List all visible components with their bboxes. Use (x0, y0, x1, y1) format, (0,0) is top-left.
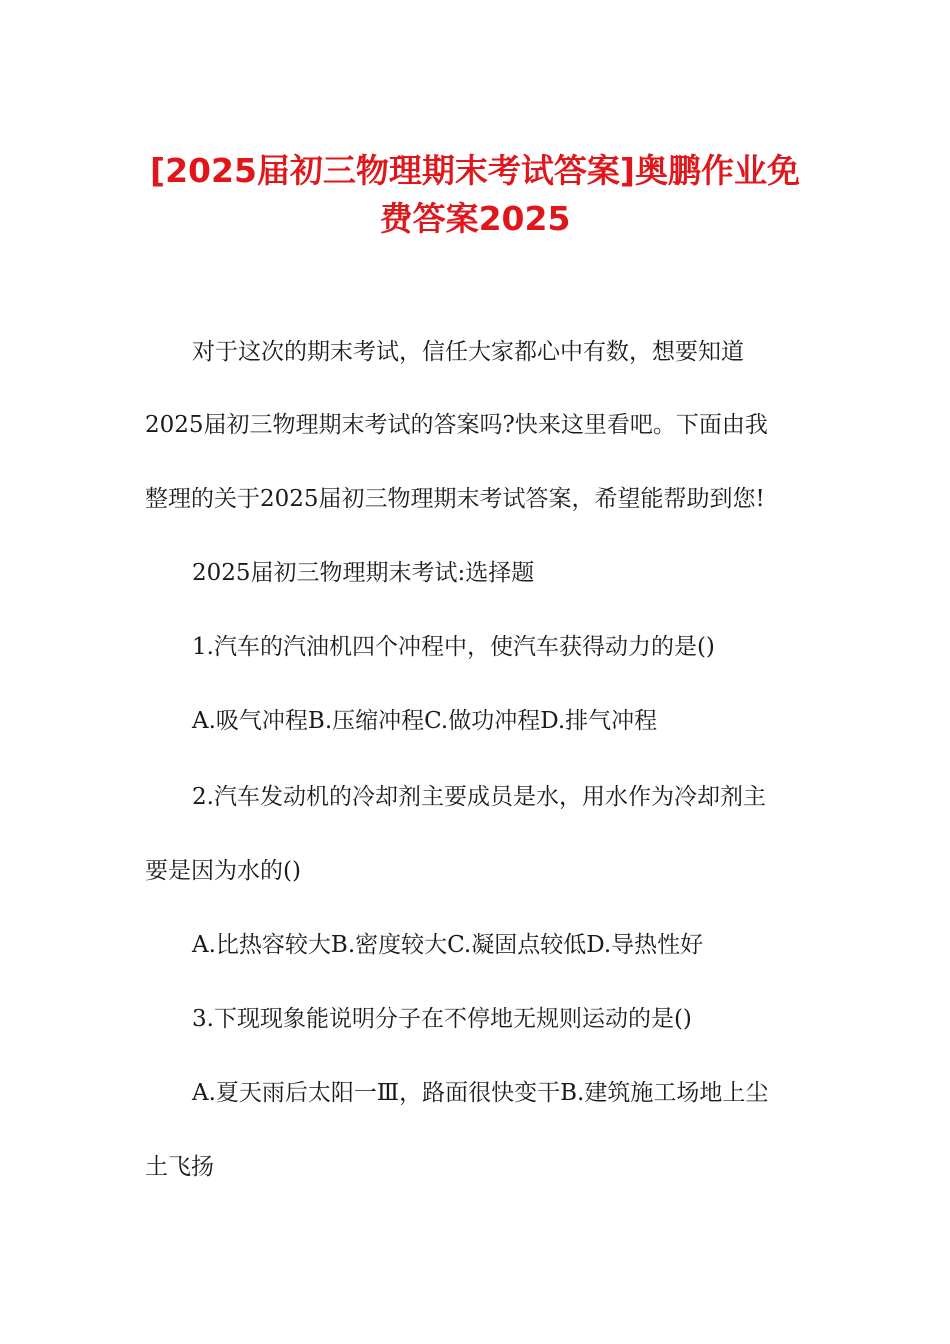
intro-line-1: 对于这次的期末考试，信任大家都心中有数，想要知道 (192, 339, 744, 365)
question-3-options-line-2: 土飞扬 (145, 1154, 214, 1180)
question-2-line-1: 2.汽车发动机的冷却剂主要成员是水，用水作为冷却剂主 (192, 784, 766, 810)
question-1: 1.汽车的汽油机四个冲程中，使汽车获得动力的是() (192, 634, 715, 660)
question-1-options: A.吸气冲程B.压缩冲程C.做功冲程D.排气冲程 (192, 708, 658, 734)
question-2-options: A.比热容较大B.密度较大C.凝固点较低D.导热性好 (192, 932, 704, 958)
intro-line-3: 整理的关于2025届初三物理期末考试答案，希望能帮助到您! (145, 486, 765, 512)
document-title-line-1: [2025届初三物理期末考试答案]奥鹏作业免 (149, 151, 800, 190)
question-2-line-2: 要是因为水的() (145, 858, 301, 884)
question-3-options-line-1: A.夏天雨后太阳一Ⅲ，路面很快变干B.建筑施工场地上尘 (192, 1080, 769, 1106)
section-heading: 2025届初三物理期末考试:选择题 (192, 560, 535, 586)
document-title-line-2: 费答案2025 (379, 199, 571, 238)
intro-line-2: 2025届初三物理期末考试的答案吗?快来这里看吧。下面由我 (145, 412, 768, 438)
question-3: 3.下现现象能说明分子在不停地无规则运动的是() (192, 1006, 692, 1032)
